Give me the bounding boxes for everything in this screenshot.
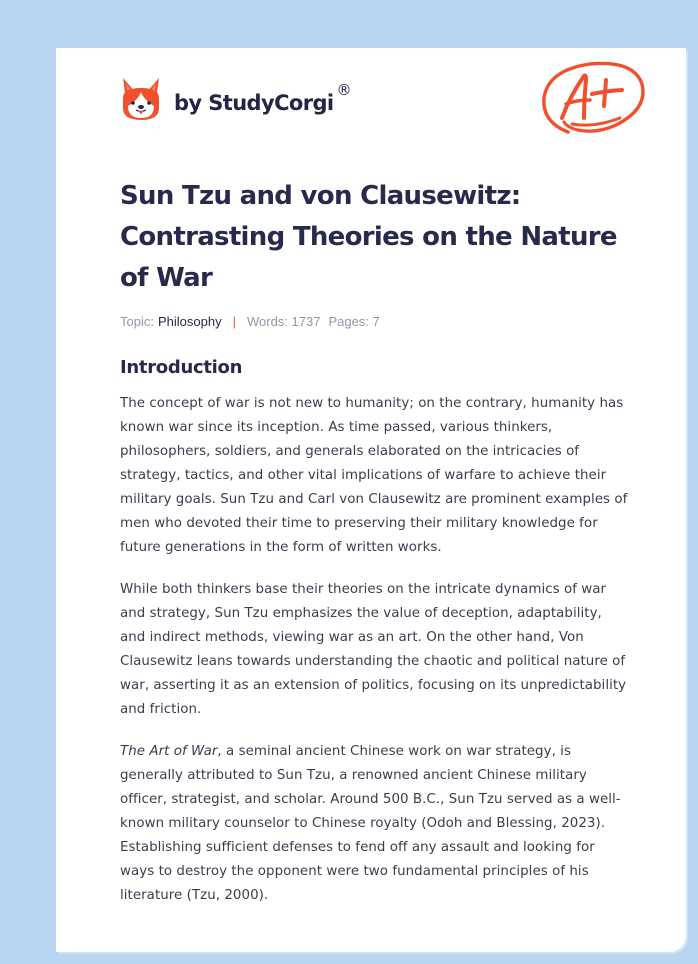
header (56, 48, 686, 158)
paragraph: The concept of war is not new to humanity; on the contrary, humanity has known war since its inception. As time passed, various thinkers, philosophers, soldiers, and generals elaborated on the intricacies of strategy, tactics, and other vital implications of warfare to achieve their military goals. Sun Tzu and Carl von Clausewitz are prominent examples of men who devoted their time to preserving their military knowledge for future generations in the form of written works. (120, 396, 628, 555)
brand-name (174, 81, 351, 115)
article (120, 176, 630, 908)
topic-label: Topic: (120, 313, 154, 329)
page-count: Pages: 7 (328, 313, 380, 329)
book-title-italic: The Art of War (120, 744, 218, 759)
paragraph: While both thinkers base their theories on the intricate dynamics of war and strategy, Sun Tzu emphasizes the value of deception, adaptability, and indirect methods, viewing war as an art. On the other hand, Von Clausewitz leans towards understanding the chaotic and political nature of war, asserting it as an extension of politics, focusing on its unpredictability and friction. (120, 582, 627, 717)
section-heading-introduction: Introduction (120, 357, 243, 378)
paragraph (120, 740, 630, 908)
a-plus-grade-icon (538, 58, 650, 140)
paragraph-text: , a seminal ancient Chinese work on war strategy, is generally attributed to Sun Tzu, a renowned ancient Chinese military officer, strategist, and scholar. Around 500 B.C., Sun Tzu served as a well-known military counselor to Chinese royalty (Odoh and Blessing, 2023). Establishing sufficient defenses to fend off any assault and looking for ways to destroy the opponent were two fundamental principles of his literature (Tzu, 2000). (120, 744, 621, 903)
corgi-icon (120, 76, 162, 122)
brand-text: by StudyCorgi (174, 91, 334, 115)
meta-separator: | (232, 313, 236, 329)
document-card (56, 48, 686, 952)
topic-link[interactable]: Philosophy (157, 313, 222, 329)
word-count: Words: 1737 (246, 313, 321, 329)
article-meta (120, 311, 630, 331)
registered-mark: ® (336, 81, 351, 99)
studycorgi-logo[interactable] (120, 74, 351, 124)
article-title: Sun Tzu and von Clausewitz: Contrasting Theories on the Nature of War (120, 181, 617, 293)
